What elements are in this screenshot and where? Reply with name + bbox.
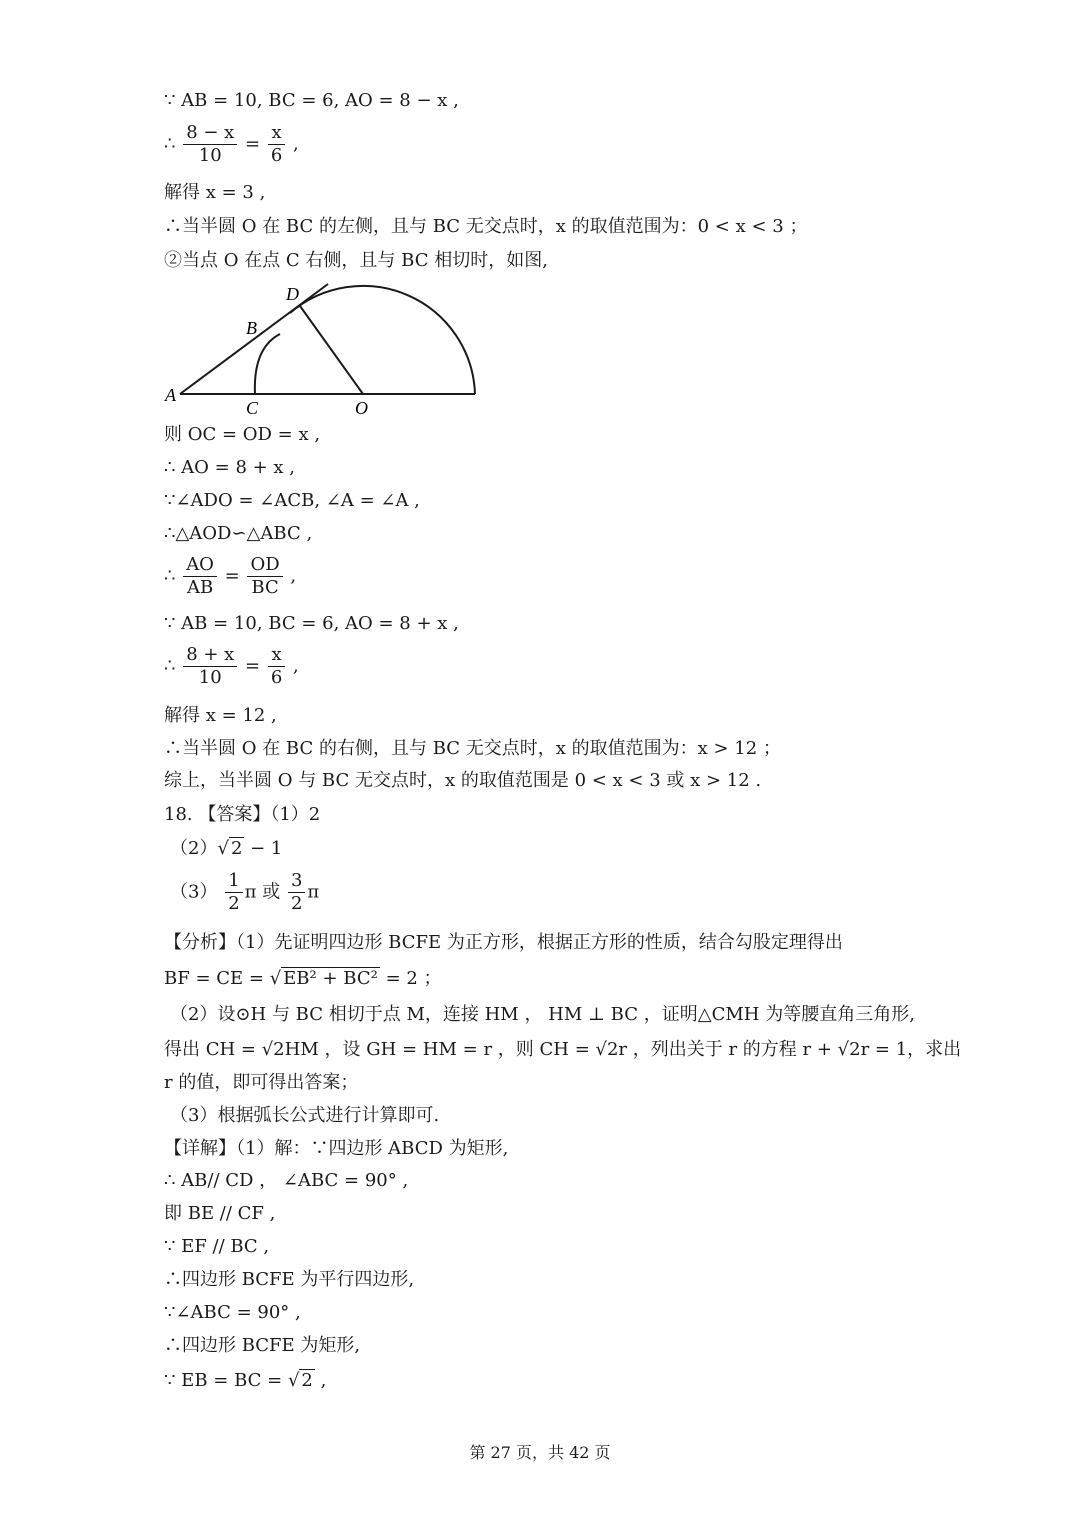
- label-c: C: [246, 398, 259, 418]
- therefore-symbol: ∴: [164, 133, 176, 155]
- fraction-left: $\frac{8 + x}{10}$: [183, 644, 237, 689]
- arc-bc: [255, 334, 280, 394]
- line-14: ∴当半圆 O 在 BC 的右侧，且与 BC 无交点时，x 的取值范围为：x > 12 ；: [164, 738, 781, 759]
- segment-d-o: [300, 306, 363, 394]
- analysis-line-6: （3）根据弧长公式进行计算即可.: [170, 1105, 440, 1126]
- line-1: ∵ AB = 10, BC = 6, AO = 8 − x ,: [164, 90, 459, 111]
- line-7: ∴ AO = 8 + x ,: [164, 457, 296, 478]
- fraction-right: $\frac{x}{6}$: [268, 644, 285, 689]
- label-b: B: [246, 318, 257, 338]
- detail-line-7: ∴四边形 BCFE 为矩形,: [164, 1335, 361, 1356]
- line-12-equation: ∴ $\frac{8 + x}{10}$ = $\frac{x}{6}$ ,: [164, 644, 299, 688]
- fraction-one-half: $\frac{1}{2}$: [225, 870, 242, 915]
- detail-line-4: ∵ EF // BC ,: [164, 1236, 270, 1257]
- fraction-three-half: $\frac{3}{2}$: [288, 870, 305, 915]
- fraction-right: $\frac{OD}{BC}$: [247, 554, 282, 599]
- line-2-equation: ∴ $\frac{8 - x}{10}$ = $\frac{x}{6}$ ,: [164, 122, 299, 166]
- fraction-left: $\frac{AO}{AB}$: [183, 554, 217, 599]
- line-13: 解得 x = 12 ,: [164, 705, 277, 726]
- page-footer: 第 27 页，共 42 页: [469, 1443, 611, 1462]
- line-3: 解得 x = 3 ,: [164, 182, 266, 203]
- answer-part-2: （2）√ 2 − 1: [170, 838, 283, 859]
- label-d: D: [286, 284, 299, 304]
- detail-line-2: ∴ AB// CD ， ∠ABC = 90° ,: [164, 1170, 409, 1191]
- line-9: ∴△AOD∽△ABC ,: [164, 523, 313, 544]
- label-o: O: [355, 398, 368, 418]
- analysis-line-4: 得出 CH = √2HM ，设 GH = HM = r ，则 CH = √2r ，列出关于 r 的方程 r + √2r = 1，求出: [164, 1039, 962, 1060]
- analysis-line-3: （2）设⊙H 与 BC 相切于点 M，连接 HM ， HM ⊥ BC ，证明△CMH 为等腰直角三角形,: [170, 1004, 915, 1025]
- analysis-line-1: 【分析】（1）先证明四边形 BCFE 为正方形，根据正方形的性质，结合勾股定理得出: [164, 932, 843, 953]
- line-15: 综上，当半圆 O 与 BC 无交点时，x 的取值范围是 0 < x < 3 或 x > 12 .: [164, 770, 762, 791]
- detail-line-8: ∵ EB = BC = √ 2 ,: [164, 1370, 327, 1391]
- label-a: A: [165, 385, 176, 405]
- line-8: ∵∠ADO = ∠ACB, ∠A = ∠A ,: [164, 490, 420, 511]
- detail-line-5: ∴四边形 BCFE 为平行四边形,: [164, 1269, 415, 1290]
- line-5: ②当点 O 在点 C 右侧，且与 BC 相切时，如图,: [164, 250, 548, 271]
- line-4: ∴当半圆 O 在 BC 的左侧，且与 BC 无交点时，x 的取值范围为：0 < x < 3 ；: [164, 216, 808, 237]
- semicircle-o: [290, 286, 475, 394]
- detail-line-3: 即 BE // CF ,: [164, 1203, 276, 1224]
- analysis-line-5: r 的值，即可得出答案；: [164, 1072, 359, 1093]
- line-10-equation: ∴ $\frac{AO}{AB}$ = $\frac{OD}{BC}$ ,: [164, 554, 297, 598]
- analysis-line-2: BF = CE = √ EB² + BC² = 2 ；: [164, 968, 442, 989]
- detail-line-1: 【详解】（1）解：∵四边形 ABCD 为矩形,: [164, 1138, 509, 1159]
- geometry-diagram: [160, 278, 490, 418]
- answer-part-3: （3） $\frac{1}{2}$ π 或 $\frac{3}{2}$ π: [170, 870, 320, 914]
- fraction-right: $\frac{x}{6}$: [268, 122, 285, 167]
- answer-heading: 18. 【答案】（1）2: [164, 804, 321, 825]
- line-6: 则 OC = OD = x ,: [164, 424, 321, 445]
- line-11: ∵ AB = 10, BC = 6, AO = 8 + x ,: [164, 613, 459, 634]
- fraction-left: $\frac{8 - x}{10}$: [183, 122, 237, 167]
- detail-line-6: ∵∠ABC = 90° ,: [164, 1302, 301, 1323]
